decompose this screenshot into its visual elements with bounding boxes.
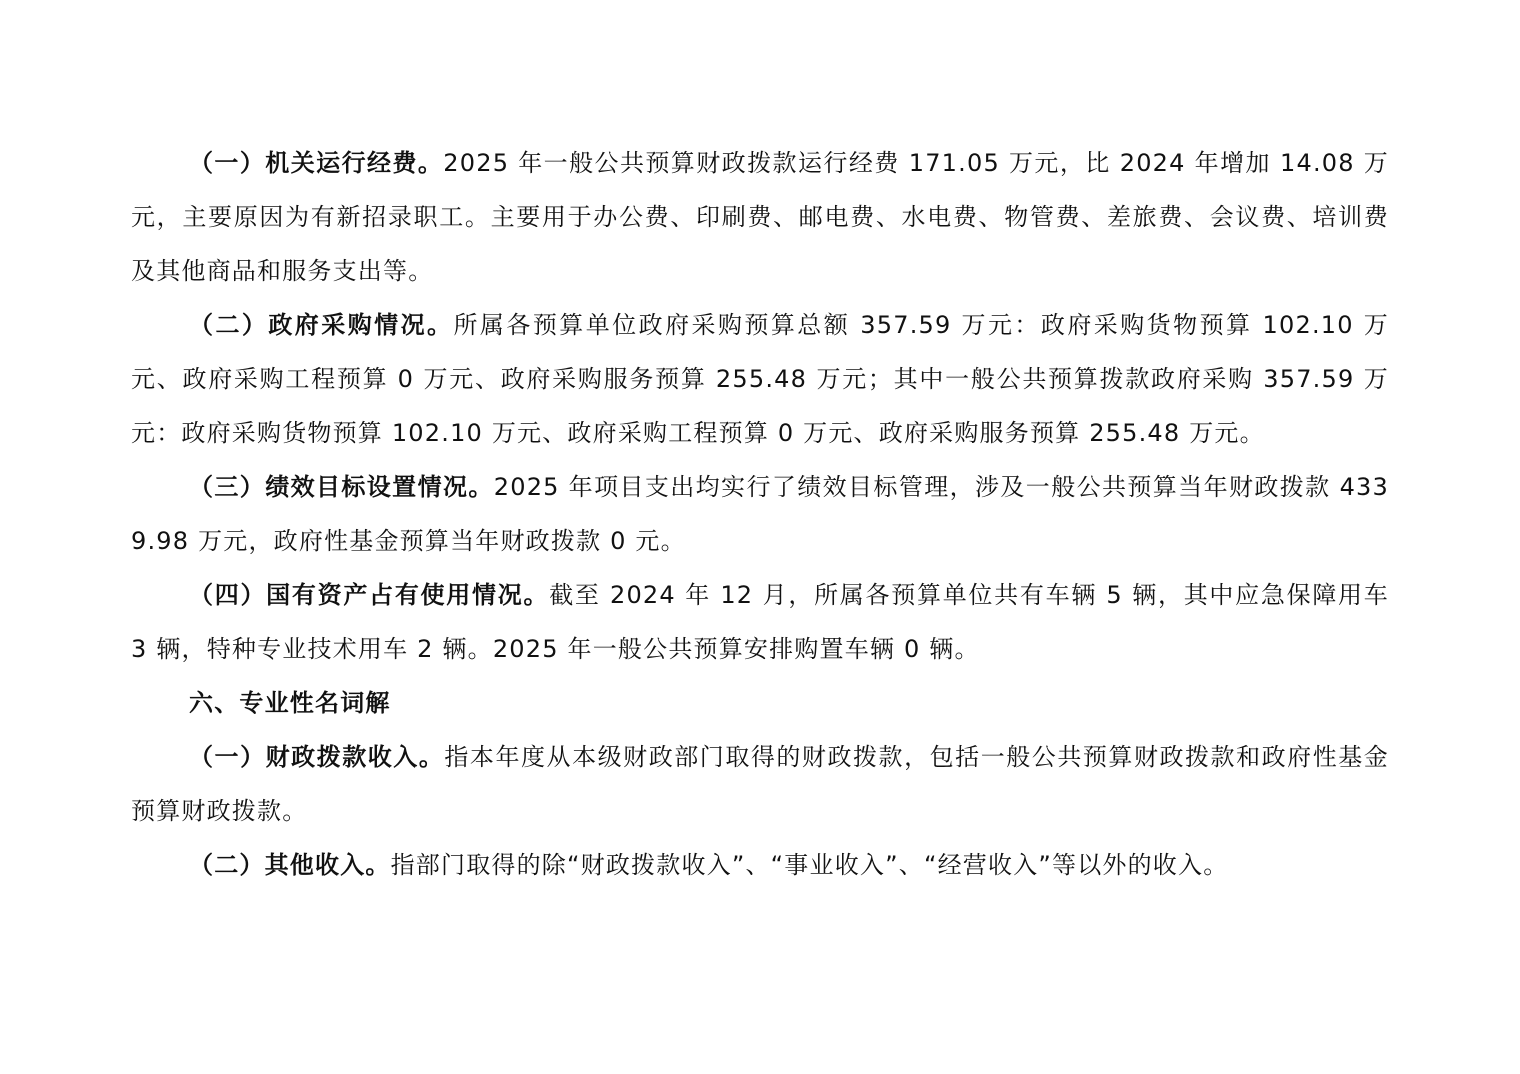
- definition-lead: （一）财政拨款收入。: [189, 743, 445, 771]
- paragraph-text: 2025 年项目支出均实行了绩效目标管理，涉及一般公共预算当年财政拨款 4339.98 万元，政府性基金预算当年财政拨款 0 元。: [131, 473, 1389, 555]
- paragraph-government-procurement: [131, 298, 1389, 460]
- paragraph-text: 截至 2024 年 12 月，所属各预算单位共有车辆 5 辆，其中应急保障用车 3 辆，特种专业技术用车 2 辆。2025 年一般公共预算安排购置车辆 0 辆。: [131, 581, 1389, 663]
- paragraph-state-assets: [131, 568, 1389, 676]
- definition-lead: （二）其他收入。: [189, 851, 391, 879]
- definition-text: 指本年度从本级财政部门取得的财政拨款，包括一般公共预算财政拨款和政府性基金预算财政拨款。: [131, 743, 1389, 825]
- paragraph-text: 2025 年一般公共预算财政拨款运行经费 171.05 万元，比 2024 年增加 14.08 万元，主要原因为有新招录职工。主要用于办公费、印刷费、邮电费、水电费、物管费、差旅费、会议费、培训费及其他商品和服务支出等。: [131, 149, 1389, 285]
- document-body: [131, 136, 1389, 892]
- paragraph-performance-goals: [131, 460, 1389, 568]
- definition-fiscal-appropriation-income: [131, 730, 1389, 838]
- definition-text: 指部门取得的除“财政拨款收入”、“事业收入”、“经营收入”等以外的收入。: [390, 851, 1229, 879]
- paragraph-lead: （一）机关运行经费。: [189, 149, 444, 177]
- paragraph-operating-expenses: [131, 136, 1389, 298]
- paragraph-lead: （四）国有资产占有使用情况。: [189, 581, 550, 609]
- paragraph-text: 所属各预算单位政府采购预算总额 357.59 万元：政府采购货物预算 102.10 万元、政府采购工程预算 0 万元、政府采购服务预算 255.48 万元；其中一般公共预算拨款政府采购 357.59 万元：政府采购货物预算 102.10 万元、政府采购工程预算 0 万元、政府采购服务预算 255.48 万元。: [131, 311, 1389, 447]
- definition-other-income: [131, 838, 1389, 892]
- paragraph-lead: （二）政府采购情况。: [189, 311, 454, 339]
- section-heading: 六、专业性名词解: [189, 689, 391, 717]
- paragraph-lead: （三）绩效目标设置情况。: [189, 473, 494, 501]
